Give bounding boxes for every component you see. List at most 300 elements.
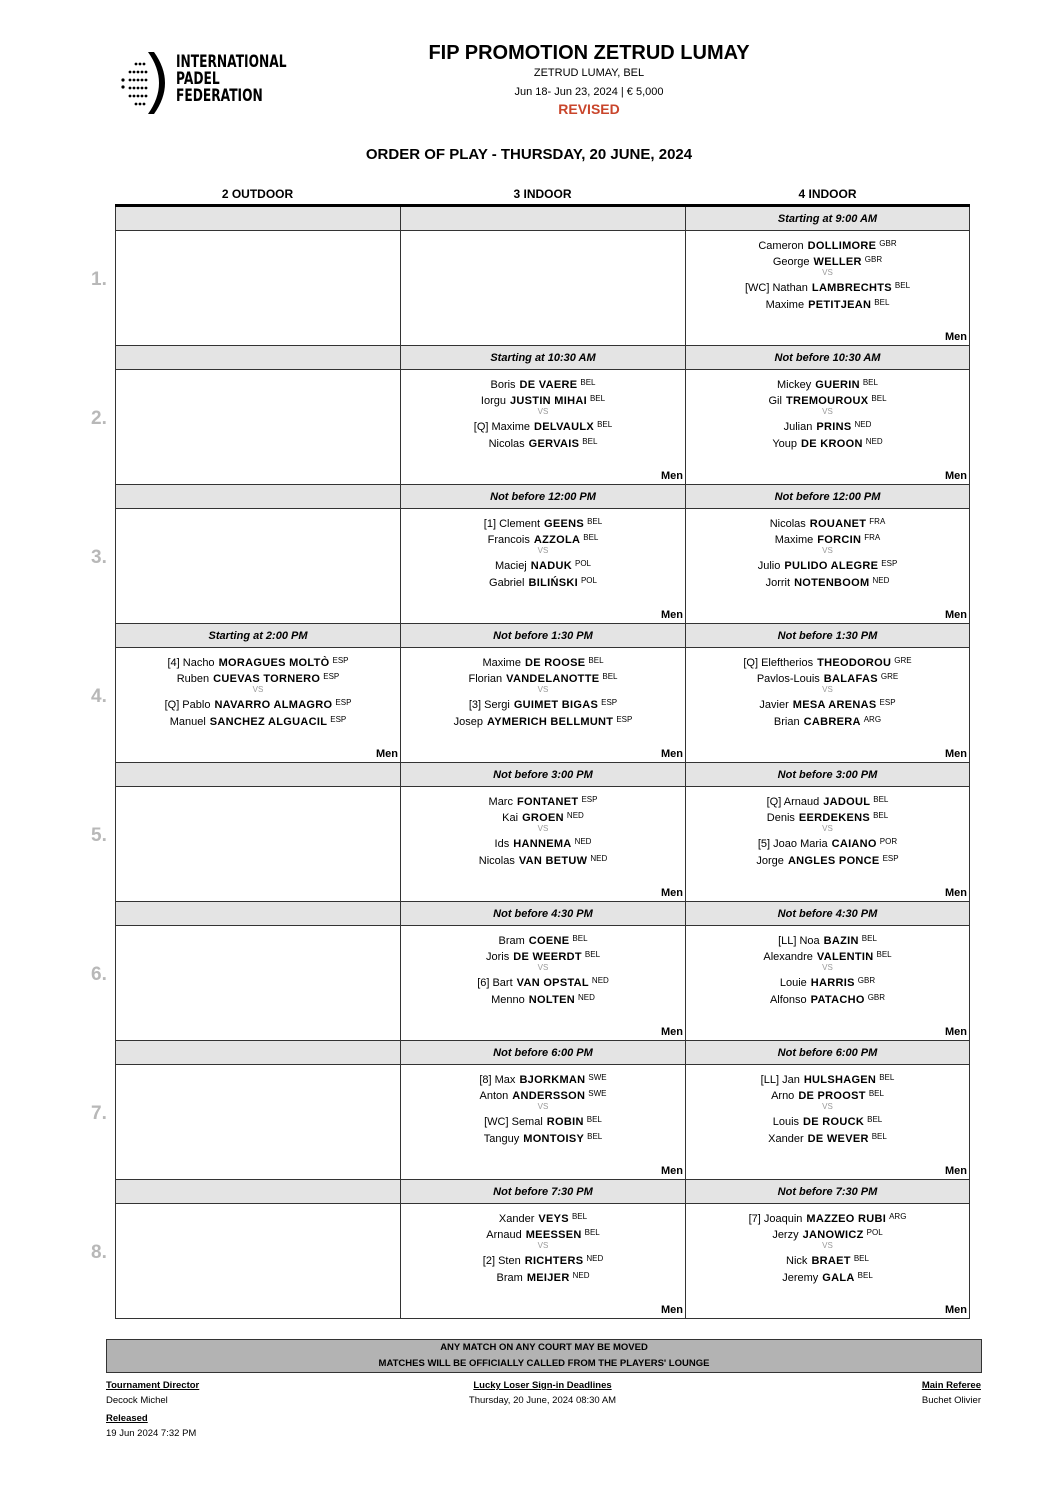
vs-label: VS [537, 824, 549, 833]
player-last-name: FORCIN [817, 534, 862, 546]
player-last-name: DELVAULX [534, 421, 595, 433]
player [401, 698, 685, 711]
player-nationality: BEL [894, 281, 911, 290]
player [401, 533, 685, 546]
player [686, 517, 969, 530]
player [686, 420, 969, 433]
start-time: Starting at 9:00 AM [686, 207, 969, 231]
player-nationality: ESP [616, 715, 633, 724]
player-last-name: BALAFAS [823, 673, 878, 685]
player-nationality: NED [590, 854, 608, 863]
player-last-name: PRINS [816, 421, 852, 433]
court-header: 2 OUTDOOR [221, 187, 294, 201]
match-cell[interactable] [115, 624, 400, 763]
player-last-name: THEODOROU [817, 657, 892, 669]
player-last-name: DE KROON [801, 438, 863, 450]
start-time [116, 346, 400, 370]
director-label: Tournament Director [106, 1380, 200, 1391]
player-last-name: JUSTIN MIHAI [510, 395, 587, 407]
player-nationality: NED [577, 993, 595, 1002]
player [401, 811, 685, 824]
player [401, 837, 685, 850]
start-time [116, 902, 400, 926]
player-last-name: GUERIN [815, 379, 860, 391]
player-last-name: RICHTERS [524, 1255, 584, 1267]
player-last-name: EERDEKENS [798, 812, 871, 824]
order-of-play-grid [91, 204, 970, 1319]
match-cell[interactable] [685, 1180, 970, 1319]
vs-label: VS [537, 685, 549, 694]
player [401, 672, 685, 685]
match-cell[interactable] [685, 1041, 970, 1180]
player-first-name: Bram [496, 1272, 523, 1284]
player [401, 950, 685, 963]
match-body [686, 787, 969, 901]
player-nationality: BEL [587, 517, 603, 526]
row-number: 7. [91, 1103, 107, 1124]
match-body [686, 1065, 969, 1179]
player [401, 1115, 685, 1128]
player-nationality: SWE [588, 1073, 607, 1082]
player-first-name: Manuel [169, 716, 206, 728]
player-first-name: Jerzy [772, 1229, 799, 1241]
player-first-name: Maxime [482, 657, 521, 669]
player-first-name: Louie [779, 977, 807, 989]
player [401, 1228, 685, 1241]
player-first-name: Joris [485, 951, 510, 963]
logo-line: FEDERATION [176, 86, 263, 106]
player [401, 559, 685, 572]
vs-label: VS [822, 824, 833, 833]
player-nationality: ARG [889, 1212, 907, 1221]
player-last-name: MESA ARENAS [792, 699, 877, 711]
player-nationality: BEL [874, 298, 890, 307]
player-first-name: George [772, 256, 810, 268]
player-nationality: POR [879, 837, 898, 846]
start-time: Not before 12:00 PM [686, 485, 969, 509]
match-body [116, 1204, 400, 1318]
match-cell[interactable] [400, 763, 685, 902]
time-slot-row [91, 346, 970, 485]
lucky-loser-deadline [400, 1380, 685, 1406]
player-nationality: ESP [581, 795, 598, 804]
player [686, 1228, 969, 1241]
player [116, 672, 400, 685]
referee-label: Main Referee [921, 1380, 981, 1391]
match-body [116, 509, 400, 623]
player-nationality: BEL [586, 1115, 602, 1124]
player-first-name: [Q] Arnaud [766, 796, 820, 808]
row-number: 5. [91, 825, 107, 846]
match-body [116, 1065, 400, 1179]
player [401, 795, 685, 808]
player-first-name: Nick [786, 1255, 808, 1267]
match-cell[interactable] [400, 624, 685, 763]
player-first-name: Marc [488, 796, 513, 808]
player-first-name: Cameron [758, 240, 804, 252]
player [401, 934, 685, 947]
match-body [686, 370, 969, 484]
player-first-name: Jeremy [782, 1272, 819, 1284]
notice-line: ANY MATCH ON ANY COURT MAY BE MOVED [440, 1342, 648, 1353]
player [401, 394, 685, 407]
player [686, 795, 969, 808]
player-last-name: BJORKMAN [519, 1074, 586, 1086]
start-time [116, 207, 400, 231]
vs-label: VS [537, 963, 549, 972]
player [686, 437, 969, 450]
vs-label: VS [537, 1241, 549, 1250]
player [401, 993, 685, 1006]
player-nationality: NED [591, 976, 609, 985]
player-first-name: Xander [768, 1133, 804, 1145]
vs-label: VS [822, 685, 833, 694]
player [686, 1073, 969, 1086]
player-first-name: Gil [768, 395, 782, 407]
time-slot-row [91, 1180, 970, 1319]
start-time: Not before 6:00 PM [686, 1041, 969, 1065]
match-cell [115, 207, 400, 346]
vs-label: VS [537, 546, 549, 555]
player [401, 976, 685, 989]
player [686, 1271, 969, 1284]
player-nationality: GRE [894, 656, 912, 665]
player-nationality: NED [586, 1254, 604, 1263]
player-first-name: Nicolas [478, 855, 515, 867]
match-category: Men [661, 1026, 683, 1038]
player [401, 1271, 685, 1284]
match-body [686, 926, 969, 1040]
player-first-name: Xander [498, 1213, 535, 1225]
match-cell [115, 902, 400, 1041]
player-nationality: BEL [597, 420, 613, 429]
player-last-name: DE PROOST [798, 1090, 866, 1102]
player-nationality: POL [580, 576, 597, 585]
start-time [116, 1180, 400, 1204]
vs-label: VS [537, 1102, 549, 1111]
row-number: 4. [91, 686, 107, 707]
player-first-name: Anton [479, 1090, 509, 1102]
player-last-name: GERVAIS [528, 438, 580, 450]
player-last-name: VEYS [538, 1213, 569, 1225]
match-category: Men [945, 1165, 967, 1177]
player [401, 715, 685, 728]
match-body [401, 648, 685, 762]
player [686, 1132, 969, 1145]
revised-status: REVISED [558, 101, 620, 117]
player [401, 656, 685, 669]
player-last-name: COENE [528, 935, 570, 947]
released-label: Released [106, 1413, 148, 1424]
start-time [116, 763, 400, 787]
player-nationality: NED [566, 811, 584, 820]
player [686, 993, 969, 1006]
player-last-name: VAN BETUW [518, 855, 588, 867]
player [401, 378, 685, 391]
player [686, 1115, 969, 1128]
player [686, 950, 969, 963]
player-first-name: Maciej [494, 560, 527, 572]
match-cell[interactable] [685, 207, 970, 346]
row-number: 1. [91, 269, 107, 290]
player-last-name: MAZZEO RUBI [806, 1213, 887, 1225]
match-cell [400, 207, 685, 346]
vs-label: VS [822, 1241, 833, 1250]
match-category: Men [945, 1026, 967, 1038]
player-first-name: [1] Clement [483, 518, 541, 530]
match-cell[interactable] [400, 902, 685, 1041]
director-name: Decock Michel [106, 1395, 168, 1406]
player-first-name: Kai [502, 812, 519, 824]
tournament-director [106, 1380, 199, 1406]
row-number: 3. [91, 547, 107, 568]
start-time: Not before 3:00 PM [401, 763, 685, 787]
match-body [116, 370, 400, 484]
time-slot-row [91, 763, 970, 902]
time-slot-row [91, 624, 970, 763]
player [686, 239, 969, 252]
player [686, 656, 969, 669]
player-first-name: [LL] Jan [760, 1074, 800, 1086]
match-category: Men [661, 887, 683, 899]
player-first-name: Gabriel [489, 577, 525, 589]
start-time: Not before 6:00 PM [401, 1041, 685, 1065]
player-last-name: VANDELANOTTE [506, 673, 600, 685]
player-last-name: NOLTEN [528, 994, 575, 1006]
time-slot-row [91, 902, 970, 1041]
player-last-name: DE VAERE [519, 379, 578, 391]
player [401, 854, 685, 867]
match-cell[interactable] [400, 1041, 685, 1180]
match-cell [115, 1041, 400, 1180]
player-nationality: GBR [857, 976, 876, 985]
start-time: Starting at 2:00 PM [116, 624, 400, 648]
match-cell[interactable] [685, 624, 970, 763]
court-header: 3 INDOOR [513, 187, 572, 201]
court-header: 4 INDOOR [798, 187, 857, 201]
match-body [686, 648, 969, 762]
match-category: Men [945, 1304, 967, 1316]
player-first-name: Tanguy [483, 1133, 520, 1145]
match-cell[interactable] [685, 485, 970, 624]
notice-banner [106, 1339, 982, 1373]
match-body [116, 787, 400, 901]
player-last-name: CUEVAS TORNERO [213, 673, 321, 685]
ll-label: Lucky Loser Sign-in Deadlines [473, 1380, 612, 1391]
match-category: Men [661, 609, 683, 621]
player-nationality: BEL [862, 378, 878, 387]
player [686, 811, 969, 824]
player-first-name: Pavlos-Louis [756, 673, 820, 685]
match-category: Men [945, 331, 967, 343]
match-cell [115, 485, 400, 624]
player-first-name: Ruben [176, 673, 210, 685]
match-cell[interactable] [685, 902, 970, 1041]
player-nationality: BEL [587, 1132, 603, 1141]
player-first-name: Iorgu [480, 395, 506, 407]
start-time: Starting at 10:30 AM [401, 346, 685, 370]
player [686, 298, 969, 311]
player-nationality: ESP [879, 698, 896, 707]
player [686, 854, 969, 867]
player-nationality: BEL [584, 950, 601, 959]
player-last-name: MEESSEN [525, 1229, 582, 1241]
start-time: Not before 12:00 PM [401, 485, 685, 509]
tournament-dates-prize: Jun 18- Jun 23, 2024 | € 5,000 [514, 86, 664, 98]
player-first-name: Nicolas [488, 438, 525, 450]
row-number: 6. [91, 964, 107, 985]
start-time: Not before 4:30 PM [686, 902, 969, 926]
player-nationality: ESP [882, 854, 899, 863]
player-nationality: BEL [588, 656, 604, 665]
player-last-name: NADUK [530, 560, 572, 572]
player-last-name: GUIMET BIGAS [513, 699, 599, 711]
start-time [116, 485, 400, 509]
main-referee [922, 1380, 981, 1406]
match-cell[interactable] [685, 763, 970, 902]
released-time: 19 Jun 2024 7:32 PM [106, 1428, 197, 1439]
player-nationality: GBR [864, 255, 883, 264]
player [686, 378, 969, 391]
player-last-name: PULIDO ALEGRE [784, 560, 879, 572]
player [401, 1073, 685, 1086]
player-first-name: Denis [766, 812, 795, 824]
order-of-play-title: ORDER OF PLAY - THURSDAY, 20 JUNE, 2024 [365, 146, 693, 163]
player-last-name: JADOUL [823, 796, 871, 808]
player-nationality: ESP [335, 698, 352, 707]
player-last-name: MORAGUES MOLTÒ [218, 657, 330, 669]
player-first-name: [5] Joao Maria [757, 838, 828, 850]
player [686, 281, 969, 294]
player-first-name: Jorge [756, 855, 784, 867]
player-last-name: WELLER [813, 256, 862, 268]
player-last-name: DE WEERDT [513, 951, 582, 963]
player-last-name: NAVARRO ALMAGRO [214, 699, 333, 711]
player-first-name: [3] Sergi [468, 699, 510, 711]
player-first-name: Mickey [777, 379, 812, 391]
player-first-name: Francois [487, 534, 530, 546]
player [116, 698, 400, 711]
player-nationality: ESP [323, 672, 340, 681]
player-first-name: [8] Max [479, 1074, 516, 1086]
player-nationality: ESP [330, 715, 347, 724]
player-last-name: PATACHO [810, 994, 865, 1006]
player-last-name: CABRERA [803, 716, 861, 728]
vs-label: VS [537, 407, 549, 416]
player-first-name: [2] Sten [482, 1255, 521, 1267]
player-nationality: BEL [582, 437, 598, 446]
player-first-name: Youp [772, 438, 798, 450]
ll-time: Thursday, 20 June, 2024 08:30 AM [468, 1395, 617, 1406]
player-last-name: HULSHAGEN [803, 1074, 877, 1086]
player-first-name: [Q] Eleftherios [743, 657, 814, 669]
player-nationality: ESP [601, 698, 618, 707]
match-body [116, 231, 400, 345]
start-time: Not before 7:30 PM [401, 1180, 685, 1204]
player [686, 576, 969, 589]
match-cell[interactable] [400, 1180, 685, 1319]
match-category: Men [945, 748, 967, 760]
match-category: Men [661, 748, 683, 760]
player-last-name: MONTOISY [523, 1133, 585, 1145]
player [686, 698, 969, 711]
player-nationality: BEL [867, 1115, 883, 1124]
player-nationality: ESP [881, 559, 898, 568]
player-first-name: Alexandre [763, 951, 813, 963]
match-cell[interactable] [400, 346, 685, 485]
vs-label: VS [252, 685, 264, 694]
match-cell[interactable] [685, 346, 970, 485]
player-first-name: Boris [490, 379, 516, 391]
player-nationality: POL [866, 1228, 883, 1237]
vs-label: VS [822, 407, 833, 416]
match-category: Men [661, 1165, 683, 1177]
player-nationality: BEL [876, 950, 892, 959]
player [686, 1212, 969, 1225]
player [116, 715, 400, 728]
player-last-name: DE ROUCK [803, 1116, 865, 1128]
player [116, 656, 400, 669]
player-nationality: NED [854, 420, 872, 429]
player-last-name: DE ROOSE [524, 657, 586, 669]
player-first-name: Arno [771, 1090, 795, 1102]
player-nationality: BEL [857, 1271, 873, 1280]
player-last-name: BAZIN [823, 935, 859, 947]
match-body [401, 509, 685, 623]
match-body [686, 509, 969, 623]
row-number: 8. [91, 1242, 107, 1263]
player-first-name: [WC] Semal [484, 1116, 543, 1128]
player-last-name: BRAET [811, 1255, 851, 1267]
player [686, 672, 969, 685]
start-time: Not before 7:30 PM [686, 1180, 969, 1204]
player [686, 533, 969, 546]
row-number: 2. [91, 408, 107, 429]
match-category: Men [376, 748, 398, 760]
player-last-name: DE WEVER [807, 1133, 869, 1145]
player-nationality: BEL [861, 934, 877, 943]
match-category: Men [945, 470, 967, 482]
player-last-name: PETITJEAN [808, 299, 872, 311]
start-time: Not before 3:00 PM [686, 763, 969, 787]
start-time [401, 207, 685, 231]
player [686, 255, 969, 268]
player-last-name: NOTENBOOM [794, 577, 870, 589]
vs-label: VS [822, 963, 833, 972]
player-first-name: Louis [772, 1116, 800, 1128]
player-nationality: BEL [584, 1228, 600, 1237]
match-category: Men [945, 887, 967, 899]
player-nationality: GBR [867, 993, 886, 1002]
match-body [116, 648, 400, 762]
player-last-name: ROBIN [546, 1116, 584, 1128]
player-first-name: [LL] Noa [778, 935, 820, 947]
player [686, 394, 969, 407]
player-nationality: BEL [602, 672, 618, 681]
player-first-name: Julio [757, 560, 781, 572]
match-body [401, 1065, 685, 1179]
player-nationality: BEL [589, 394, 606, 403]
player-nationality: BEL [853, 1254, 869, 1263]
player-last-name: BILIŃSKI [528, 577, 578, 589]
match-category: Men [661, 1304, 683, 1316]
player-last-name: LAMBRECHTS [811, 282, 892, 294]
player [401, 1212, 685, 1225]
match-cell[interactable] [400, 485, 685, 624]
player-nationality: POL [575, 559, 592, 568]
player [686, 934, 969, 947]
player-nationality: BEL [871, 1132, 887, 1141]
